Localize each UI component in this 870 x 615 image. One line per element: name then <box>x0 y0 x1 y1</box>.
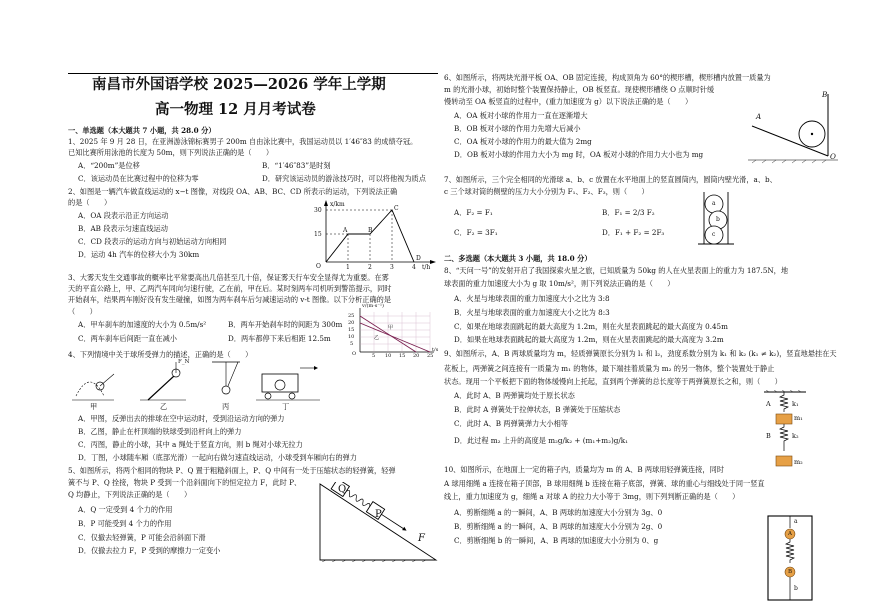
q9-label-m2: m₂ <box>794 458 803 466</box>
q9-option-c: C．此时 A、B 两弹簧弹力大小相等 <box>454 419 568 428</box>
q3-option-a: A．甲车刹车的加速度的大小为 0.5m/s² <box>78 320 207 329</box>
section-single-choice: 一、单选题（本大题共 7 小题，共 28.0 分） <box>68 126 216 135</box>
q9-option-d: D．此过程 m₂ 上升的高度是 m₂g/k₂ + (m₁+m₂)g/k₁ <box>454 436 629 445</box>
q1-stem-2: 已知比赛所用泳池的长度为 50m，则下列说法正确的是（ ） <box>68 148 274 157</box>
q2-graph-xlabel: t/h <box>422 264 431 271</box>
q2-graph-point-b: B <box>368 227 373 234</box>
q2-graph-point-c: C <box>394 205 399 212</box>
q2-option-a: A．OA 段表示沿正方向运动 <box>78 211 169 220</box>
q3-graph-x15: 15 <box>399 353 406 359</box>
q7-option-c: C．F₂ = 3F₁ <box>454 228 498 237</box>
q3-stem-3: 开始刹车，结果两车刚好没有发生碰撞，如图为两车刹车后匀减速运动的 v-t 图像。以下分析正确的是 <box>68 295 392 304</box>
q3-graph-x20: 20 <box>413 353 420 359</box>
q5-label-f: F <box>418 533 425 544</box>
q1-option-c: C．该运动员在比赛过程中的位移为零 <box>78 174 199 183</box>
q2-graph-origin: O <box>316 263 321 270</box>
exam-title-line2: 高一物理 12 月月考试卷 <box>155 101 316 118</box>
q7-cylinder-figure <box>694 190 738 250</box>
q3-graph-x25: 25 <box>427 353 434 359</box>
q4-label-ding: 丁 <box>282 402 290 411</box>
q6-stem-3: 慢转动至 OA 板竖直的过程中，(重力加速度为 g）以下说法正确的是（ ） <box>444 97 693 106</box>
q5-incline-figure <box>318 482 440 562</box>
q5-label-p: P <box>375 509 382 520</box>
q9-label-a: A <box>766 400 771 408</box>
header-rule <box>68 73 438 74</box>
q10-stem-2: A 球用细绳 a 连接在箱子顶部，B 球用细绳 b 连接在箱子底部，弹簧、球的重心与细线处于同一竖直 <box>444 479 765 488</box>
q3-graph-y25: 25 <box>348 313 355 319</box>
q6-stem-1: 6、如图所示，将两块光滑平板 OA、OB 固定连接，构成顶角为 60°的楔形槽，楔形槽内放置一质量为 <box>444 73 771 82</box>
q5-option-b: B．P 可能受到 4 个力的作用 <box>78 519 172 528</box>
q8-stem-1: 8、“天问一号”的发射开启了我国探索火星之旅，已知质量为 50kg 的人在火星表面上的重力为 187.5N，地 <box>444 266 789 275</box>
q3-graph-yi: 乙 <box>374 335 380 341</box>
q9-stem-3: 状态。现用一个平板把下面的物体缓慢向上托起，直到两个弹簧的总长度等于两弹簧原长之和，则（ ） <box>444 377 782 386</box>
q1-option-a: A．“200m”是位移 <box>78 161 140 170</box>
q7-stem-1: 7、如图所示，三个完全相同的光滑球 a、b、c 放置在水平地面上的竖直圆筒内，圆筒内壁光滑，a、b、 <box>444 175 777 184</box>
q9-spring-figure <box>760 390 810 476</box>
q9-stem-2: 花板上，两弹簧之间连接有一质量为 m₁ 的物体，最下端挂着质量为 m₂ 的另一物体，整个装置处于静止 <box>444 364 775 373</box>
section-multi-choice: 二、多选题（本大题共 3 小题，共 18.0 分） <box>444 254 592 263</box>
q8-option-a: A．火星与地球表面的重力加速度大小之比为 3:8 <box>454 294 610 303</box>
q2-graph-x3: 3 <box>390 264 394 271</box>
q7-ball-c: c <box>712 231 716 238</box>
q4-label-bing: 丙 <box>222 402 230 411</box>
q10-stem-1: 10、如图所示，在地面上一定的箱子内，质量均为 m 的 A、B 两球用轻弹簧连接，同时 <box>444 465 724 474</box>
q3-graph-x10: 10 <box>385 353 392 359</box>
q8-stem-2: 球表面的重力加速度大小为 g 取 10m/s²，则下列说法正确的是（ ） <box>444 279 675 288</box>
q10-label-ball-b: B <box>788 569 793 575</box>
q3-graph-y20: 20 <box>348 320 355 326</box>
q4-label-yi: 乙 <box>160 402 168 411</box>
q10-label-rope-a: a <box>794 518 798 525</box>
q9-label-k1: k₁ <box>792 400 799 408</box>
q9-label-b: B <box>766 432 771 440</box>
q3-option-b: B．两车开始刹车时的间距为 300m <box>228 320 343 329</box>
q3-graph-y15: 15 <box>348 327 355 333</box>
q7-ball-b: b <box>716 216 720 223</box>
q6-option-d: D．OB 板对小球的作用力大小为 mg 时，OA 板对小球的作用力大小也为 mg <box>454 150 704 159</box>
q7-option-d: D．F₁ + F₂ = 2F₃ <box>602 228 665 237</box>
q7-option-a: A．F₂ = F₁ <box>454 208 493 217</box>
q10-stem-3: 线上，重力加速度为 g，细绳 a 对球 A 的拉力大小等于 3mg，则下列判断正确的是（ ） <box>444 492 740 501</box>
q10-label-ball-a: A <box>788 531 792 537</box>
q9-stem-1: 9、如图所示，A、B 两球质量均为 m，轻质弹簧原长分别为 l₁ 和 l₂，劲度系数分别为 k₁ 和 k₂ (k₁ ≠ k₂)，竖直地悬挂在天 <box>444 349 837 358</box>
q3-graph-y5: 5 <box>350 341 354 347</box>
q9-option-b: B．此时 A 弹簧处于拉伸状态，B 弹簧处于压缩状态 <box>454 405 621 414</box>
q2-graph-x4: 4 <box>412 264 416 271</box>
q9-option-a: A．此时 A、B 两弹簧均处于原长状态 <box>454 391 575 400</box>
q5-option-a: A．Q 一定受到 4 个力的作用 <box>78 505 173 514</box>
q4-figures <box>70 360 320 412</box>
q4-option-b: B．乙图，静止在杆顶端的铁球受到沿杆向上的弹力 <box>78 427 242 436</box>
q2-option-b: B．AB 段表示匀速直线运动 <box>78 224 168 233</box>
q5-stem-1: 5、如图所示，将两个相同的物块 P、Q 置于粗糙斜面上，P、Q 中间有一处于压缩状态的轻弹簧，轻弹 <box>68 466 396 475</box>
q4-label-jia: 甲 <box>90 402 98 411</box>
q6-label-a: A <box>756 112 762 121</box>
q10-option-a: A．剪断细绳 a 的一瞬间，A、B 两球的加速度大小分别为 3g、0 <box>454 508 663 517</box>
q7-stem-2: c 三个球对筒的侧壁的压力大小分别为 F₁、F₂、F₃，则（ ） <box>444 187 649 196</box>
q2-graph-x2: 2 <box>368 264 372 271</box>
q6-label-o: O <box>830 152 836 161</box>
q6-stem-2: m 的光滑小球，初始时整个装置保持静止，OB 板竖直。现使楔形槽绕 O 点顺时针缓 <box>444 85 715 94</box>
q6-wedge-figure <box>748 86 840 166</box>
q10-option-c: C．剪断细绳 b 的一瞬间，A、B 两球的加速度大小分别为 0、g <box>454 536 659 545</box>
q4-option-c: C．丙图，静止的小球，其中 a 绳处于竖直方向，则 b 绳对小球无拉力 <box>78 440 303 449</box>
q1-option-d: D．研究该运动员的游泳技巧时，可以将他视为质点 <box>262 174 426 183</box>
q4-fn-label: F_N <box>178 359 190 365</box>
q3-option-c: C．两车刹车后间距一直在减小 <box>78 334 177 343</box>
q7-option-b: B．F₁ = 2/3 F₂ <box>602 208 655 217</box>
q4-stem: 4、下列情境中关于球所受弹力的描述，正确的是（ ） <box>68 350 253 359</box>
q6-option-b: B．OB 板对小球的作用力先增大后减小 <box>454 124 581 133</box>
q10-option-b: B．剪断细绳 a 的一瞬间，A、B 两球的加速度大小分别为 2g、0 <box>454 522 663 531</box>
q6-option-c: C．OA 板对小球的作用力的最大值为 2mg <box>454 137 592 146</box>
q2-stem-2: 的是（ ） <box>68 198 112 207</box>
q2-graph-point-a: A <box>343 227 348 234</box>
q8-option-b: B．火星与地球表面的重力加速度大小之比为 8:3 <box>454 308 610 317</box>
q9-label-m1: m₁ <box>794 414 803 422</box>
q3-option-d: D．两车都停下来后相距 12.5m <box>228 334 331 343</box>
exam-title-line1: 南昌市外国语学校 2025—2026 学年上学期 <box>92 76 386 93</box>
q2-option-d: D．运动 4h 汽车的位移大小为 30km <box>78 250 200 259</box>
q2-graph-ylabel: x/km <box>330 201 345 208</box>
q2-graph-y15: 15 <box>314 231 322 238</box>
q6-option-a: A．OA 板对小球的作用力一直在逐渐增大 <box>454 111 588 120</box>
q3-graph-jia: 甲 <box>388 325 394 331</box>
q2-xt-graph <box>312 200 442 272</box>
q5-label-q: Q <box>338 484 347 495</box>
q3-graph-y10: 10 <box>348 334 355 340</box>
q9-label-k2: k₂ <box>792 432 799 440</box>
q5-option-d: D．仅撤去拉力 F，P 受到的摩擦力一定变小 <box>78 546 221 555</box>
q7-ball-a: a <box>712 200 716 207</box>
q3-graph-xlabel: t/s <box>432 347 439 353</box>
q1-stem-1: 1、2025 年 9 月 28 日，在亚洲游泳锦标赛男子 200m 自由泳比赛中，我国运动员以 1′46″83 的成绩夺冠。 <box>68 137 418 146</box>
q8-option-d: D．如果在地球表面跳起的最大高度为 1.2m，则在火星表面跳起的最大高度为 3.2m <box>454 335 724 344</box>
q3-stem-1: 3、大雾天发生交通事故的概率比平常要高出几倍甚至几十倍，保证雾天行车安全显得尤为重要。在雾 <box>68 273 389 282</box>
q3-vt-graph <box>348 303 440 360</box>
q2-graph-y30: 30 <box>314 207 322 214</box>
q4-option-a: A．甲图，反弹出去的排球在空中运动时，受到沿运动方向的弹力 <box>78 414 285 423</box>
q3-graph-ylabel: v/(m·s⁻¹) <box>362 303 384 309</box>
q8-option-c: C．如果在地球表面跳起的最大高度为 1.2m，则在火星表面跳起的最大高度为 0.45m <box>454 322 728 331</box>
q5-stem-3: Q 均静止，下列说法正确的是（ ） <box>68 490 192 499</box>
q2-stem-1: 2、如图是一辆汽车做直线运动的 x−t 图像，对线段 OA、AB、BC、CD 所表示的运动，下列说法正确 <box>68 187 398 196</box>
q3-graph-x5: 5 <box>372 353 376 359</box>
q2-graph-x1: 1 <box>346 264 350 271</box>
q10-label-rope-b: b <box>794 585 798 592</box>
q3-stem-2: 天的平直公路上，甲、乙两汽车同向匀速行驶，乙在前，甲在后。某时刻两车司机听到警笛提示，同时 <box>68 284 392 293</box>
q6-label-b: B <box>822 90 828 99</box>
q3-graph-origin: O <box>352 351 357 357</box>
q5-option-c: C．仅撤去轻弹簧，P 可能会沿斜面下滑 <box>78 533 206 542</box>
q4-option-d: D．丁图，小球随车厢（底部光滑）一起向右做匀速直线运动，小球受到车厢向右的弹力 <box>78 453 357 462</box>
q5-stem-2: 簧不与 P、Q 拴接，物块 P 受到一个沿斜面向下的恒定拉力 F，此时 P、 <box>68 478 302 487</box>
q2-option-c: C．CD 段表示的运动方向与初始运动方向相同 <box>78 237 227 246</box>
q1-option-b: B．“1′46″83”是时刻 <box>262 161 331 170</box>
q3-stem-4: （ ） <box>68 307 97 316</box>
q10-box-figure <box>764 512 816 604</box>
q2-graph-point-d: D <box>416 255 421 262</box>
